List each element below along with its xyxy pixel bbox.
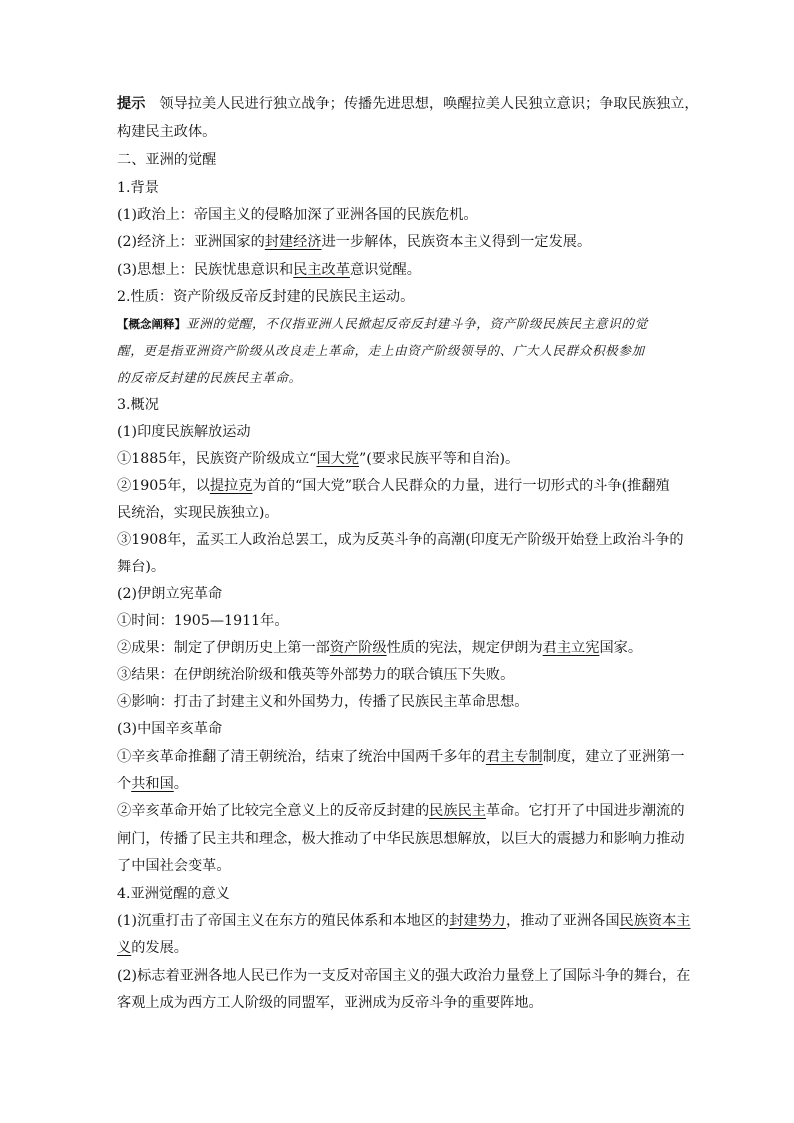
background-politics: (1)政治上：帝国主义的侵略加深了亚洲各国的民族危机。 [117, 207, 478, 223]
underlined-term: 民族资本主 [619, 913, 691, 929]
significance-item-1-cont: 义的发展。 [117, 940, 188, 956]
concept-line-1: 【概念阐释】亚洲的觉醒，不仅指亚洲人民掀起反帝反封建斗争，资产阶级民族民主意识的觉 [117, 316, 648, 331]
india-item-2: ②1905年，以提拉克为首的“国大党”联合人民群众的力量，进行一切形式的斗争(推翻殖 [117, 478, 670, 494]
hint-text: 领导拉美人民进行独立战争；传播先进思想，唤醒拉美人民独立意识；争取民族独立， [159, 96, 699, 112]
china-title: (3)中国辛亥革命 [117, 721, 223, 737]
china-item-1-cont: 个共和国。 [117, 776, 188, 792]
hint-line-2: 构建民主政体。 [117, 124, 217, 140]
underlined-term: 国大党 [316, 451, 360, 467]
underlined-term: 君主专制 [485, 749, 543, 765]
significance-item-2: (2)标志着亚洲各地人民已作为一支反对帝国主义的强大政治力量登上了国际斗争的舞台，在 [117, 968, 691, 984]
underlined-term: 共和国 [131, 776, 174, 792]
underlined-term: 民主改革 [293, 262, 350, 278]
overview-heading: 3.概况 [117, 397, 159, 413]
china-item-2-cont: 闸门，传播了民主共和理念，极大推动了中华民族思想解放，以巨大的震撼力和影响力推动 [117, 831, 685, 847]
underlined-term: 封建势力 [449, 913, 506, 929]
india-item-1: ①1885年，民族资产阶级成立“国大党”(要求民族平等和自治)。 [117, 451, 520, 467]
background-thought: (3)思想上：民族忧患意识和民主改革意识觉醒。 [117, 262, 421, 278]
iran-time: ①时间：1905—1911年。 [117, 613, 289, 629]
china-item-2-cont2: 了中国社会变革。 [117, 858, 231, 874]
china-item-2: ②辛亥革命开始了比较完全意义上的反帝反封建的民族民主革命。它打开了中国进步潮流的 [117, 803, 685, 819]
underlined-term: 封建经济 [264, 234, 322, 250]
hint-label: 提示 [117, 96, 146, 112]
concept-line-3: 的反帝反封建的民族民主革命。 [117, 370, 302, 385]
underlined-term: 资产阶级 [329, 640, 387, 656]
iran-impact: ④影响：打击了封建主义和外国势力，传播了民族民主革命思想。 [117, 694, 529, 710]
china-item-1: ①辛亥革命推翻了清王朝统治，结束了统治中国两千多年的君主专制制度，建立了亚洲第一 [117, 749, 685, 765]
background-heading: 1.背景 [117, 180, 159, 196]
iran-title: (2)伊朗立宪革命 [117, 586, 223, 602]
hint-line-1 [117, 94, 699, 114]
india-item-2-cont: 民统治，实现民族独立)。 [117, 505, 279, 521]
underlined-term: 君主立宪 [542, 640, 600, 656]
background-economy: (2)经济上：亚洲国家的封建经济进一步解体，民族资本主义得到一定发展。 [117, 234, 592, 250]
concept-line-2: 醒，更是指亚洲资产阶级从改良走上革命，走上由资产阶级领导的、广大人民群众积极参加 [117, 343, 645, 358]
section-title: 二、亚洲的觉醒 [117, 152, 217, 168]
nature-line: 2.性质：资产阶级反帝反封建的民族民主运动。 [117, 289, 415, 305]
india-item-3-cont: 舞台)。 [117, 559, 166, 575]
iran-result: ②成果：制定了伊朗历史上第一部资产阶级性质的宪法，规定伊朗为君主立宪国家。 [117, 640, 643, 656]
significance-item-1: (1)沉重打击了帝国主义在东方的殖民体系和本地区的封建势力，推动了亚洲各国民族资本主 [117, 913, 691, 929]
significance-item-2-cont: 客观上成为西方工人阶级的同盟军，亚洲成为反帝斗争的重要阵地。 [117, 995, 543, 1011]
significance-heading: 4.亚洲觉醒的意义 [117, 886, 230, 902]
underlined-term: 民族民主 [429, 803, 486, 819]
concept-label: 【概念阐释】 [117, 317, 186, 331]
india-item-3: ③1908年，孟买工人政治总罢工，成为反英斗争的高潮(印度无产阶级开始登上政治斗争的 [117, 532, 684, 548]
india-title: (1)印度民族解放运动 [117, 424, 251, 440]
iran-outcome: ③结果：在伊朗统治阶级和俄英等外部势力的联合镇压下失败。 [117, 667, 515, 683]
underlined-term: 义 [117, 940, 132, 956]
underlined-term: 提拉克 [209, 478, 253, 494]
